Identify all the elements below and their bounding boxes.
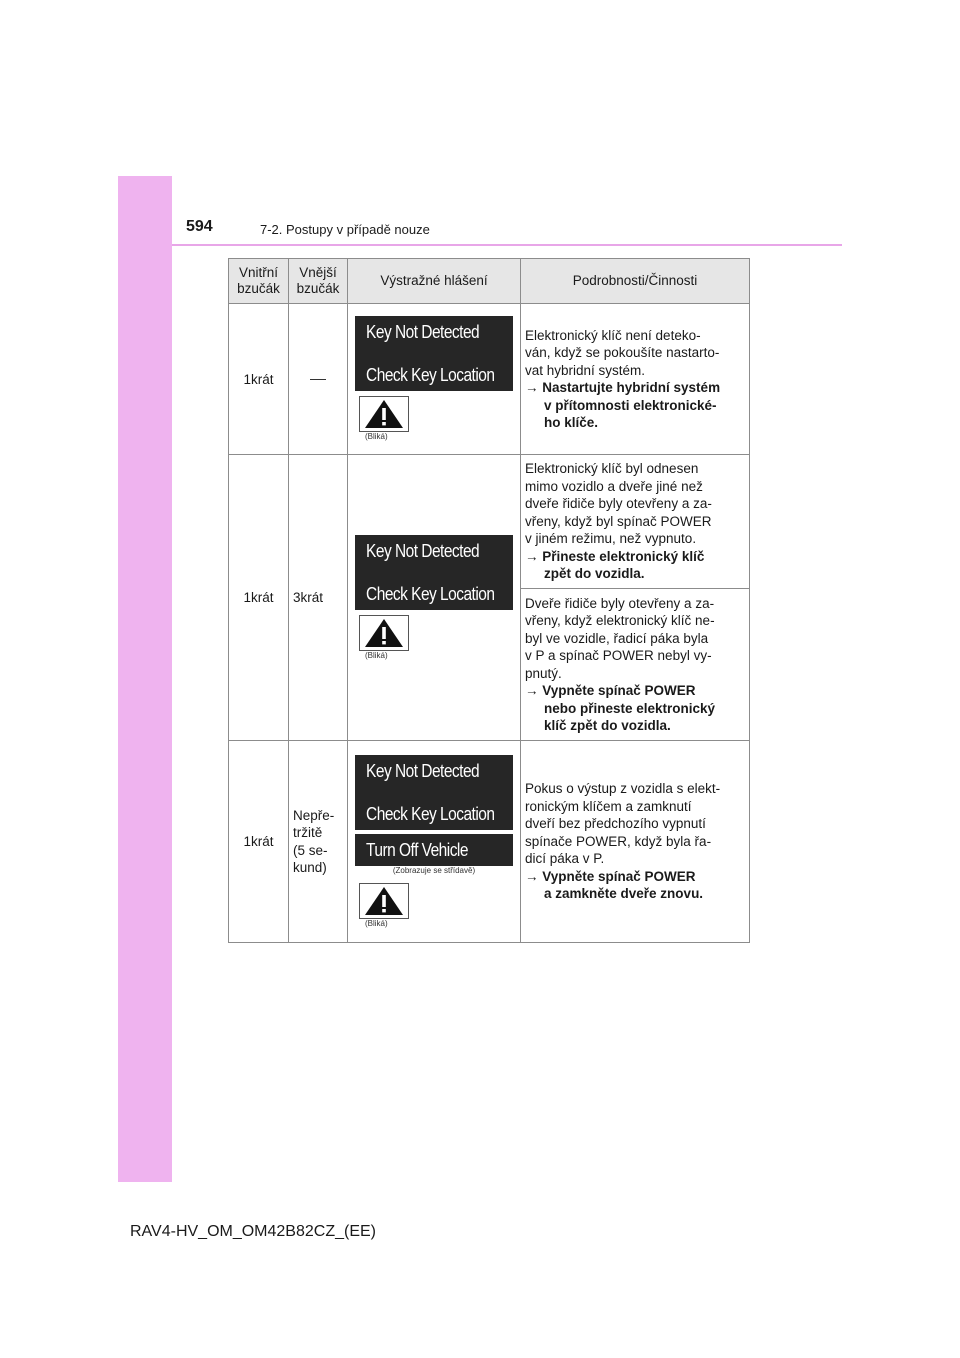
header-details: Podrobnosti/Činnosti — [521, 259, 750, 304]
header-line: Vnitřní — [238, 265, 279, 280]
details-cell — [521, 304, 750, 455]
details-cell — [521, 589, 750, 741]
detail-line: v P a spínač POWER nebyl vy- — [525, 648, 712, 663]
message-block — [351, 316, 517, 441]
external-buzzer-cell — [289, 741, 348, 943]
display-line: Key Not Detected — [366, 322, 480, 342]
details-cell — [521, 741, 750, 943]
action-line: a zamkněte dveře znovu. — [544, 886, 704, 902]
warning-triangle-icon — [359, 883, 409, 919]
arrow-icon: → — [525, 548, 539, 564]
side-tab — [118, 176, 172, 1182]
document-code: RAV4-HV_OM_OM42B82CZ_(EE) — [130, 1223, 376, 1240]
warning-message-cell — [348, 304, 521, 455]
detail-line: dveře řidiče byly otevřeny a za- — [525, 496, 712, 512]
action-line: klíč zpět do vozidla. — [544, 718, 671, 733]
message-block — [351, 535, 517, 660]
warning-message-cell — [348, 455, 521, 741]
header-line: Vnější — [299, 265, 337, 280]
external-buzzer-cell: 3krát — [289, 455, 348, 741]
table-header-row — [229, 259, 750, 304]
external-line: tržitě — [293, 825, 323, 840]
action-line: zpět do vozidla. — [544, 566, 645, 582]
arrow-icon: → — [525, 380, 539, 395]
page-number: 594 — [186, 218, 213, 235]
header-line: bzučák — [237, 281, 280, 296]
detail-line: ronickým klíčem a zamknutí — [525, 798, 692, 814]
display-screen — [355, 755, 513, 830]
detail-line: vřeny, když byl spínač POWER — [525, 513, 712, 529]
external-line: kund) — [293, 860, 327, 875]
action-line: nebo přineste elektronický — [544, 700, 716, 716]
detail-line: Elektronický klíč není deteko- — [525, 327, 701, 343]
detail-line: dicí páka v P. — [525, 851, 605, 867]
detail-line: Elektronický klíč byl odnesen — [525, 461, 699, 477]
table-row — [229, 304, 750, 455]
arrow-icon: → — [525, 683, 539, 698]
section-title: 7-2. Postupy v případě nouze — [260, 222, 430, 237]
table-row — [229, 741, 750, 943]
internal-buzzer-cell: 1krát — [229, 455, 289, 741]
dash-mark — [310, 379, 326, 380]
header-external-buzzer — [289, 259, 348, 304]
detail-line: Pokus o výstup z vozidla s elekt- — [525, 781, 721, 797]
internal-buzzer-cell: 1krát — [229, 741, 289, 943]
detail-line: Dveře řidiče byly otevřeny a za- — [525, 595, 715, 611]
header-line: bzučák — [296, 281, 340, 296]
detail-line: v jiném režimu, než vypnuto. — [525, 531, 697, 547]
action-line: Nastartujte hybridní systém — [542, 380, 721, 395]
action-line: Přineste elektronický klíč — [542, 548, 705, 564]
external-line: Nepře- — [293, 807, 335, 823]
internal-buzzer-cell: 1krát — [229, 304, 289, 455]
detail-line: pnutý. — [525, 665, 562, 681]
blink-label: (Bliká) — [365, 432, 388, 441]
blink-label: (Bliká) — [365, 650, 388, 660]
details-cell — [521, 455, 750, 589]
detail-line: ván, když se pokoušíte nastarto- — [525, 345, 720, 360]
alternate-label: (Zobrazuje se střídavě) — [392, 865, 476, 875]
action-line: ho klíče. — [544, 415, 599, 430]
blink-label: (Bliká) — [365, 918, 388, 928]
external-buzzer-cell — [289, 304, 348, 455]
display-screen-alt — [355, 834, 513, 866]
display-line: Check Key Location — [366, 365, 495, 385]
detail-line: dveří bez předchozího vypnutí — [525, 816, 706, 832]
arrow-icon: → — [525, 868, 539, 884]
display-line: Check Key Location — [366, 583, 495, 604]
detail-line: vat hybridní systém. — [525, 362, 646, 378]
detail-line: byl ve vozidle, řadicí páka byla — [525, 630, 709, 646]
display-screen — [355, 316, 513, 391]
header-internal-buzzer — [229, 259, 289, 304]
external-line: (5 se- — [293, 842, 328, 858]
display-line: Turn Off Vehicle — [366, 839, 468, 860]
detail-line: mimo vozidlo a dveře jiné než — [525, 478, 703, 494]
detail-line: vřeny, když elektronický klíč ne- — [525, 613, 715, 628]
action-line: Vypněte spínač POWER — [542, 868, 696, 884]
warning-table — [228, 258, 750, 943]
table-row — [229, 455, 750, 589]
header-rule — [172, 244, 842, 246]
display-line: Key Not Detected — [366, 540, 480, 561]
action-line: Vypněte spínač POWER — [542, 683, 696, 698]
warning-triangle-icon — [359, 615, 409, 651]
display-line: Key Not Detected — [366, 760, 480, 781]
display-line: Check Key Location — [366, 803, 495, 824]
warning-triangle-icon — [359, 396, 409, 432]
detail-line: spínače POWER, když byla řa- — [525, 833, 712, 849]
header-warning-message: Výstražné hlášení — [348, 259, 521, 304]
display-screen — [355, 535, 513, 610]
action-line: v přítomnosti elektronické- — [544, 397, 717, 413]
warning-message-cell — [348, 741, 521, 943]
message-block — [351, 755, 517, 928]
